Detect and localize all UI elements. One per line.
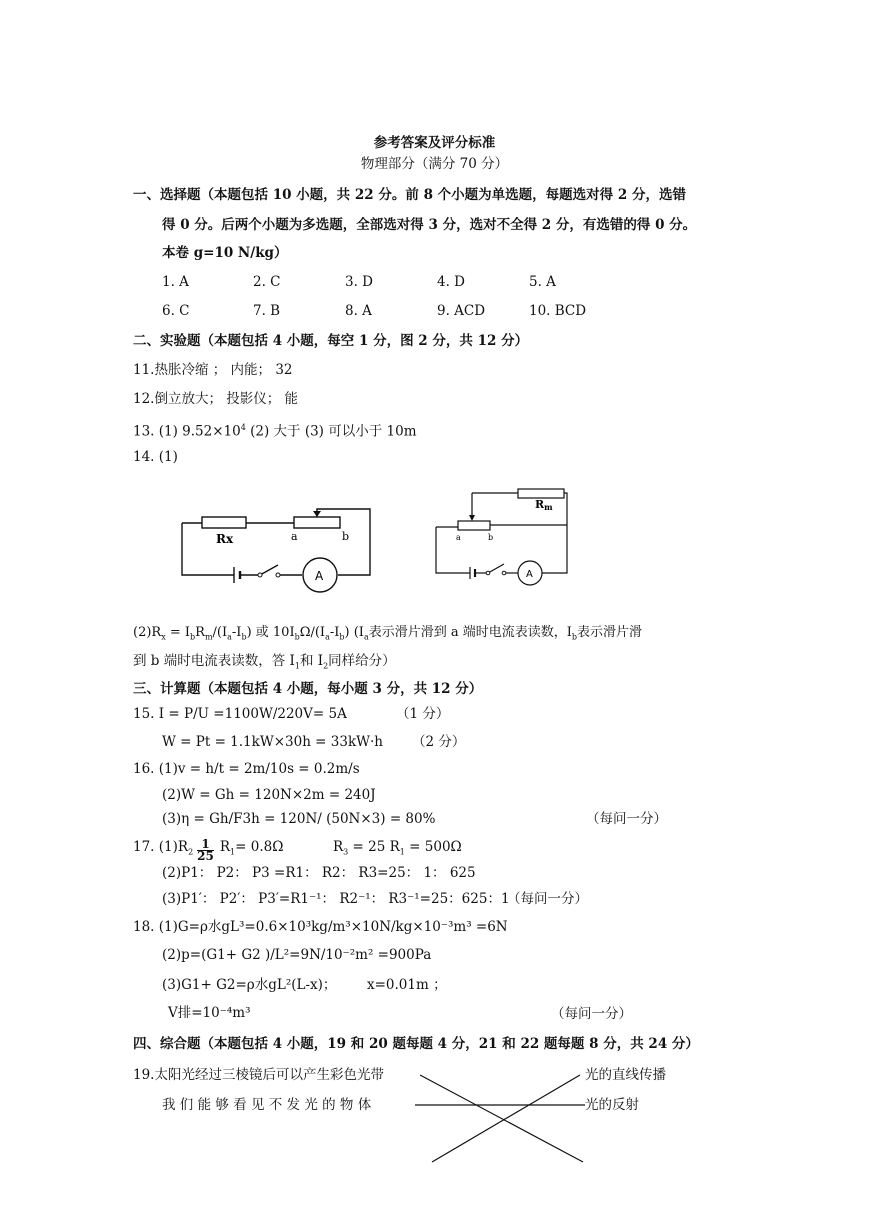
- q14-text-6: ) 或 10I: [246, 625, 295, 640]
- q17-sub-2: 2: [188, 847, 194, 857]
- q13-exponent: 4: [240, 423, 246, 432]
- q18-line4: V排=10⁻⁴m³: [168, 1005, 251, 1021]
- q14-label: 14. (1): [133, 449, 178, 465]
- q14-line2-text-2: 和 I: [299, 653, 324, 669]
- q18-line1: 18. (1)G=ρ水gL³=0.6×10³kg/m³×10N/kg×10⁻³m³ =6N: [133, 919, 508, 935]
- terminal-b-label: b: [342, 530, 350, 543]
- q17-sub-3: 3: [343, 847, 349, 857]
- answer-4: 4. D: [437, 274, 465, 290]
- q14-text-1: (2)R: [133, 625, 162, 640]
- q17-sub-1: 1: [230, 847, 236, 857]
- q14-sub-a2: a: [325, 632, 330, 642]
- answer-5: 5. A: [529, 274, 556, 290]
- q17-fraction: [197, 836, 214, 863]
- q17-prefix: 17. (1)R: [133, 839, 189, 855]
- q14-sub-b3: b: [294, 632, 300, 642]
- q14-part2-line2: [133, 652, 396, 676]
- ammeter-symbol-2: A: [526, 569, 533, 580]
- q15-line2: W = Pt = 1.1kW×30h = 33kW·h: [162, 734, 383, 750]
- answer-9: 9. ACD: [437, 303, 486, 319]
- rx-label: Rx: [216, 532, 234, 546]
- q14-sub-b1: b: [190, 632, 196, 642]
- q17-r-mid: R: [219, 839, 231, 855]
- q14-text-9: ) (I: [344, 625, 364, 640]
- q14-text-2: = I: [165, 625, 191, 640]
- q17-r3: R: [333, 839, 344, 855]
- q17-line3: (3)P1′： P2′： P3′=R1⁻¹： R2⁻¹： R3⁻¹=25：625：1: [162, 891, 510, 907]
- terminal-a-label-2: a: [456, 533, 461, 542]
- q19-left-item-2: 我 们 能 够 看 见 不 发 光 的 物 体: [162, 1097, 372, 1113]
- q16-mark: （每问一分）: [586, 811, 667, 827]
- q14-sub-b2: b: [241, 632, 247, 642]
- q14-sub-2: 2: [323, 661, 329, 671]
- q13-part-b: (2) 大于 (3) 可以小于 10m: [245, 423, 417, 440]
- q13-part-a: 13. (1) 9.52×10: [133, 423, 241, 440]
- section-1-heading: 一、选择题（本题包括 10 小题，共 22 分。前 8 个小题为单选题，每题选对得 2 分，选错: [133, 187, 686, 203]
- answer-2: 2. C: [253, 274, 281, 290]
- q17-sub-1b: 1: [399, 847, 405, 857]
- q19-right-item-2: 光的反射: [585, 1097, 639, 1113]
- q12-answer: 12.倒立放大； 投影仪； 能: [133, 391, 299, 407]
- section-3-heading: 三、计算题（本题包括 4 小题，每小题 3 分，共 12 分）: [133, 681, 483, 697]
- q14-sub-a1: a: [227, 632, 232, 642]
- section-4-heading: 四、综合题（本题包括 4 小题，19 和 20 题每题 4 分，21 和 22 题每题 8 分，共 24 分）: [133, 1036, 699, 1052]
- q14-text-10: 表示滑片滑到 a 端时电流表读数，I: [368, 625, 572, 640]
- q14-sub-1: 1: [294, 661, 300, 671]
- q11-answer: 11.热胀冷缩 ； 内能； 32: [133, 362, 293, 378]
- q14-text-11: 表示滑片滑: [577, 625, 643, 640]
- q13-answer: [133, 419, 417, 441]
- q17-fraction-num: 1: [197, 839, 214, 851]
- q14-sub-b5: b: [571, 632, 577, 642]
- q17-r3-last: = 500Ω: [404, 839, 462, 855]
- q17-mark: （每问一分）: [507, 891, 588, 907]
- q18-line3: (3)G1+ G2=ρ水gL²(L-x)；: [162, 977, 337, 993]
- q18-mark: （每问一分）: [551, 1006, 632, 1022]
- page-title: 参考答案及评分标准: [373, 135, 496, 151]
- q17-r-mid-end: = 0.8Ω: [235, 839, 284, 855]
- answer-8: 8. A: [345, 303, 372, 319]
- q14-sub-m: m: [204, 632, 213, 642]
- q18-line3-right: x=0.01m ；: [367, 977, 447, 993]
- q19-left-item-1: 19.太阳光经过三棱镜后可以产生彩色光带: [133, 1067, 384, 1083]
- q16-line2: (2)W = Gh = 120N×2m = 240J: [162, 787, 376, 803]
- q14-sub-x: x: [161, 632, 166, 642]
- q15-line2-mark: （2 分）: [412, 734, 466, 750]
- terminal-b-label-2: b: [488, 533, 494, 542]
- circuit-diagram-2: [430, 485, 575, 580]
- page-subtitle: 物理部分（满分 70 分）: [360, 156, 509, 172]
- q14-sub-a3: a: [363, 632, 369, 642]
- q14-sub-b4: b: [339, 632, 345, 642]
- q17-line2: (2)P1： P2： P3 =R1： R2： R3=25： 1： 625: [162, 865, 476, 881]
- rm-label-sub: m: [544, 502, 553, 512]
- q15-line1: 15. I = P/U =1100W/220V= 5A: [133, 706, 347, 722]
- q16-line1: 16. (1)v = h/t = 2m/10s = 0.2m/s: [133, 761, 360, 777]
- q14-part2-line1: [133, 624, 642, 647]
- q14-line2-text-3: 同样给分）: [328, 653, 396, 669]
- q18-line2: (2)p=(G1+ G2 )/L²=9N/10⁻²m² =900Pa: [162, 947, 432, 963]
- q14-text-7: Ω/(I: [299, 625, 326, 640]
- q14-text-8: -I: [329, 625, 340, 640]
- q14-text-5: -I: [231, 625, 242, 640]
- q17-fraction-den: 25: [197, 848, 214, 863]
- section-2-heading: 二、实验题（本题包括 4 小题，每空 1 分，图 2 分，共 12 分）: [133, 333, 529, 349]
- q15-line1-mark: （1 分）: [396, 706, 450, 722]
- section-1-heading-line3: 本卷 g=10 N/kg）: [162, 245, 288, 261]
- q14-line2-text-1: 到 b 端时电流表读数，答 I: [133, 653, 295, 669]
- q14-text-4: /(I: [212, 625, 228, 640]
- terminal-a-label: a: [291, 530, 298, 543]
- answer-1: 1. A: [162, 274, 189, 290]
- answer-3: 3. D: [345, 274, 373, 290]
- q17-line1: [133, 838, 283, 862]
- rm-label-main: R: [535, 498, 545, 511]
- q17-r3-mid: = 25 R: [348, 839, 400, 855]
- q19-matching-lines: [410, 1060, 590, 1166]
- section-1-heading-line2: 得 0 分。后两个小题为多选题，全部选对得 3 分，选对不全得 2 分，有选错的得 0 分。: [162, 217, 697, 233]
- rm-label: [535, 498, 553, 512]
- circuit-diagram-1: [178, 495, 378, 590]
- q17-line1-right: [333, 838, 462, 862]
- answer-7: 7. B: [253, 303, 281, 319]
- answer-6: 6. C: [162, 303, 190, 319]
- q16-line3: (3)η = Gh/F3h = 120N/ (50N×3) = 80%: [162, 811, 436, 827]
- answer-10: 10. BCD: [529, 303, 587, 319]
- ammeter-symbol: A: [315, 569, 324, 583]
- q14-text-3: R: [195, 625, 205, 640]
- q19-right-item-1: 光的直线传播: [585, 1067, 666, 1083]
